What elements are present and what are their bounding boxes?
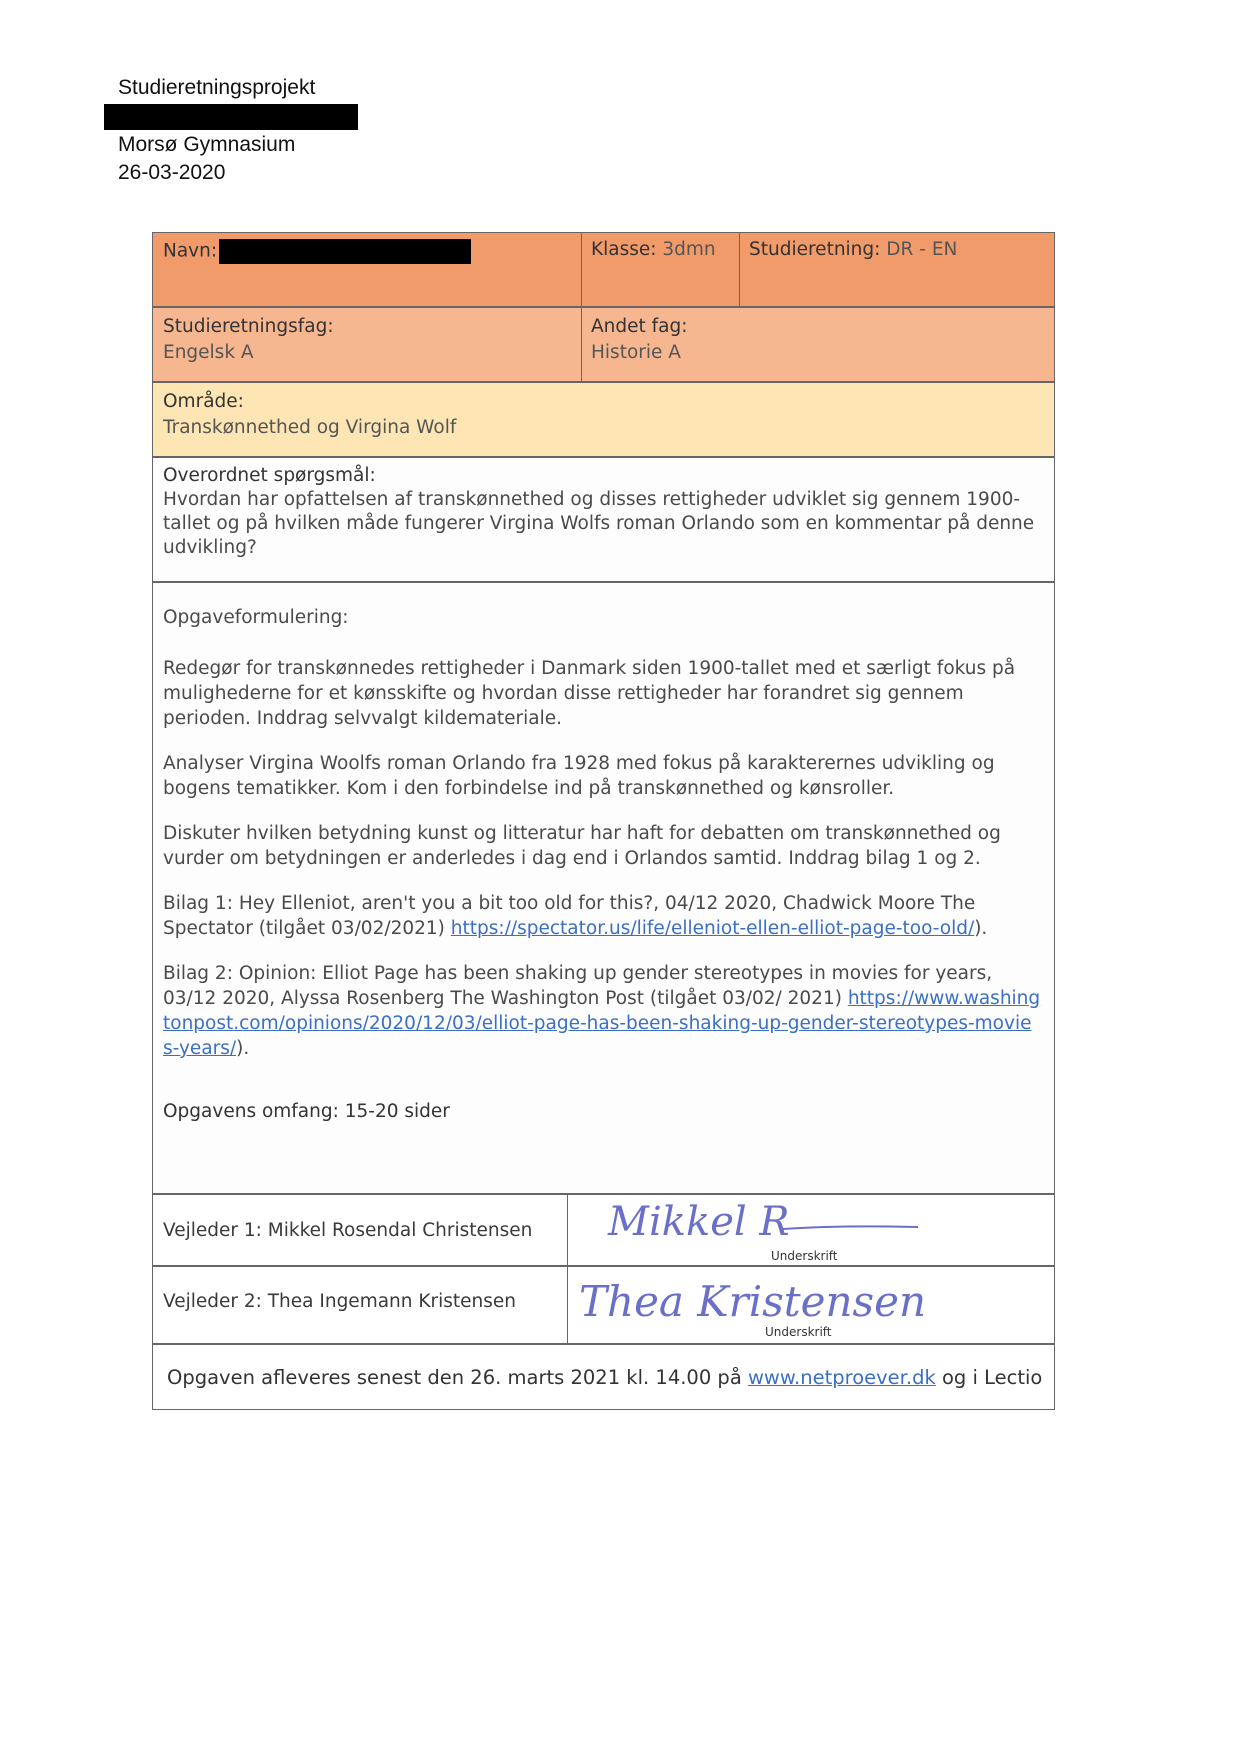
task-paragraph-3: Diskuter hvilken betydning kunst og litteratur har haft for debatten om transkønnethed og vurder om betydningen er anderledes i dag end i Orlandos samtid. Inddrag bilag 1 og 2. bbox=[163, 823, 1001, 869]
underskrift-label-1: Underskrift bbox=[771, 1249, 838, 1263]
overordnet-label: Overordnet spørgsmål: bbox=[163, 465, 376, 486]
cell-studieretning bbox=[739, 233, 1054, 306]
netproever-link[interactable]: www.netproever.dk bbox=[747, 1365, 936, 1389]
navn-label: Navn: bbox=[163, 240, 218, 262]
signature-1-stroke bbox=[783, 1223, 923, 1233]
studieretning-label: Studieretning: bbox=[749, 239, 881, 260]
school-block bbox=[118, 131, 295, 187]
overordnet-value: Hvordan har opfattelsen af transkønnethed og disses rettigheder udviklet sig gennem 1900-tallet og på hvilken måde fungerer Virgina Wolfs roman Orlando som en kommentar på denne udvikling? bbox=[163, 489, 1035, 558]
klasse-label: Klasse: bbox=[591, 239, 657, 260]
bilag-2 bbox=[163, 961, 1041, 1061]
bilag-2-end: ). bbox=[236, 1038, 250, 1059]
row-omraade bbox=[152, 382, 1055, 457]
bilag-1-link[interactable]: https://spectator.us/life/elleniot-ellen-elliot-page-too-old/ bbox=[450, 918, 975, 939]
bilag-1 bbox=[163, 891, 1041, 941]
row-navn bbox=[152, 232, 1055, 307]
row-vejleder-1 bbox=[152, 1194, 1055, 1266]
aflevering-end: og i Lectio bbox=[941, 1365, 1043, 1389]
doc-title: Studieretningsprojekt bbox=[118, 76, 316, 99]
aflevering-text: Opgaven afleveres senest den 26. marts 2021 kl. 14.00 på bbox=[167, 1365, 742, 1389]
andet-fag-value: Historie A bbox=[591, 342, 681, 363]
omraade-value: Transkønnethed og Virgina Wolf bbox=[163, 417, 457, 438]
cell-klasse bbox=[581, 233, 739, 306]
task-paragraph-2: Analyser Virgina Woolfs roman Orlando fra 1928 med fokus på karakterernes udvikling og bogens tematikker. Kom i den forbindelse ind på transkønnethed og kønsroller. bbox=[163, 753, 995, 799]
school-name: Morsø Gymnasium bbox=[118, 133, 296, 156]
aflevering bbox=[153, 1345, 1053, 1409]
studieretning-value: DR - EN bbox=[886, 239, 958, 260]
row-aflevering bbox=[152, 1344, 1055, 1410]
vejleder-1: Vejleder 1: Mikkel Rosendal Christensen bbox=[163, 1219, 533, 1241]
row-opgaveformulering bbox=[152, 582, 1055, 1194]
task-paragraph-1: Redegør for transkønnedes rettigheder i Danmark siden 1900-tallet med et særligt fokus på mulighederne for et kønsskifte og hvordan disse rettigheder har forandret sig gennem perioden. Inddrag selvvalgt kildemateriale. bbox=[163, 658, 1016, 729]
redaction-bar bbox=[104, 104, 358, 130]
bilag-1-end: ). bbox=[974, 918, 988, 939]
klasse-value: 3dmn bbox=[662, 239, 716, 260]
omraade-label: Område: bbox=[163, 391, 244, 412]
row-fag bbox=[152, 307, 1055, 382]
andet-fag-label: Andet fag: bbox=[591, 316, 688, 337]
row-overordnet bbox=[152, 457, 1055, 582]
cell-andet-fag bbox=[581, 308, 1054, 381]
assignment-form bbox=[152, 232, 1055, 1412]
opgaveformulering-label: Opgaveformulering: bbox=[163, 607, 349, 628]
signature-2: Thea Kristensen bbox=[579, 1277, 926, 1326]
underskrift-label-2: Underskrift bbox=[765, 1325, 832, 1339]
studieretningsfag-value: Engelsk A bbox=[163, 342, 254, 363]
bilag-2-text: Bilag 2: Opinion: Elliot Page has been shaking up gender stereotypes in movies for years, 03/12 2020, Alyssa Rosenberg The Washington Post (tilgået 03/02/ 2021) bbox=[163, 963, 993, 1009]
doc-date: 26-03-2020 bbox=[118, 161, 226, 184]
omfang: Opgavens omfang: 15-20 sider bbox=[163, 1101, 450, 1122]
cell-studieretningsfag bbox=[153, 308, 581, 381]
cell-navn bbox=[153, 233, 581, 306]
bilag-2-link[interactable]: https://www.washingtonpost.com/opinions/2020/12/03/elliot-page-has-been-shaking-up-gender-stereotypes-movies-years/ bbox=[163, 988, 1041, 1059]
vejleder-2: Vejleder 2: Thea Ingemann Kristensen bbox=[163, 1290, 516, 1312]
signature-1: Mikkel R bbox=[608, 1199, 790, 1245]
bilag-1-text: Bilag 1: Hey Elleniot, aren't you a bit too old for this?, 04/12 2020, Chadwick Moore The Spectator (tilgået 03/02/2021) bbox=[163, 893, 976, 939]
row-vejleder-2 bbox=[152, 1266, 1055, 1344]
studieretningsfag-label: Studieretningsfag: bbox=[163, 316, 334, 337]
name-redaction bbox=[219, 239, 471, 264]
